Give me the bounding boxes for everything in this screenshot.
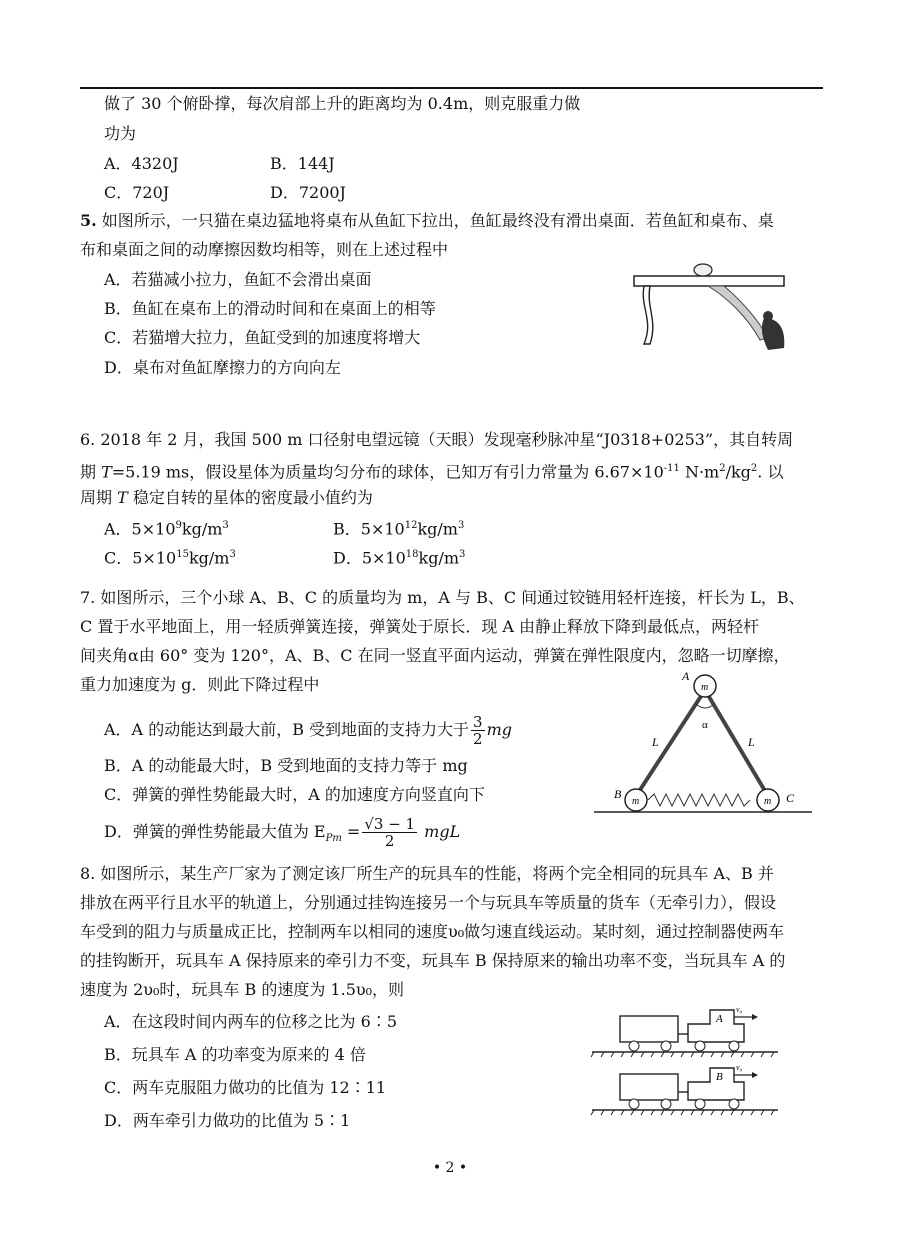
option-label: B．5×10 (333, 519, 405, 539)
q6-unit: /kg (725, 462, 751, 482)
q6-number: 6. (80, 430, 96, 449)
q6-line1 (80, 430, 793, 450)
q6-option-d (333, 545, 465, 568)
q5-option-c: C．若猫增大拉力，鱼缸受到的加速度将增大 (104, 328, 421, 347)
q8-line5: 速度为 2υ₀时，玩具车 B 的速度为 1.5υ₀，则 (80, 980, 405, 999)
wheel (661, 1099, 671, 1109)
wheel (729, 1041, 739, 1051)
arrow-head (752, 1072, 758, 1078)
page-number: • 2 • (432, 1160, 468, 1176)
subscript-pm: Pm (325, 833, 342, 845)
option-unit-exp: 3 (459, 549, 466, 560)
q6-text: 稳定自转的星体的密度最小值约为 (127, 488, 373, 507)
q6-line3 (80, 488, 373, 508)
q4-option-a: A．4320J (104, 154, 179, 173)
q6-unit: N·m (679, 462, 720, 482)
q5-figure-cat-table (628, 258, 798, 358)
option-unit: kg/m (417, 519, 458, 539)
table-leg-left (643, 286, 653, 344)
option-text: A．A 的动能达到最大前，B 受到地面的支持力大于 (104, 720, 470, 739)
track-hatch-top (591, 1052, 774, 1057)
q6-text: 周期 (80, 488, 118, 507)
q7-option-d (104, 810, 460, 854)
tablecloth (708, 286, 768, 340)
q5-number: 5. (80, 211, 97, 230)
option-unit: kg/m (188, 548, 230, 568)
label-b: B (614, 787, 622, 801)
q5-option-d: D．桌布对鱼缸摩擦力的方向向左 (104, 358, 341, 377)
label-m-c: m (764, 796, 772, 807)
q8-option-c: C．两车克服阻力做功的比值为 12∶11 (104, 1078, 387, 1097)
option-label: D．5×10 (333, 548, 406, 568)
q6-line2 (80, 459, 783, 482)
fish-bowl (694, 264, 712, 276)
q8-line4: 的挂钩断开，玩具车 A 保持原来的牵引力不变，玩具车 B 保持原来的输出功率不变，当玩具车 A 的 (80, 951, 786, 970)
label-a: A (682, 669, 690, 683)
option-exp: 9 (175, 520, 182, 531)
q6-unit-exp: 2 (750, 463, 758, 474)
label-v-top: v₀ (736, 1005, 743, 1014)
option-label: C．5×10 (104, 548, 177, 568)
q6-var-T: T (101, 462, 112, 482)
label-m-a: m (701, 682, 709, 693)
table-top (634, 276, 784, 286)
q7-line1 (80, 588, 805, 608)
option-text: mg (486, 720, 513, 739)
q5-option-b: B．鱼缸在桌布上的滑动时间和在桌面上的相等 (104, 299, 436, 318)
label-v-bottom: v₀ (736, 1063, 743, 1072)
q7-line2: C 置于水平地面上，用一轻质弹簧连接，弹簧处于原长．现 A 由静止释放下降到最低点，两轻杆 (80, 617, 760, 636)
q7-option-b: B．A 的动能最大时，B 受到地面的支持力等于 mg (104, 756, 468, 775)
spring (648, 794, 750, 806)
rod-ab (636, 690, 705, 796)
option-unit-exp: 3 (229, 549, 236, 560)
q8-figure-toy-cars (588, 1000, 788, 1120)
q6-unit-exp: 2 (719, 463, 726, 474)
q6-exponent: -11 (663, 463, 680, 474)
q5-line2: 布和桌面之间的动摩擦因数均相等，则在上述过程中 (80, 240, 449, 259)
q6-text: =5.19 ms，假设星体为质量均匀分布的球体，已知万有引力常量为 6.67×10 (111, 462, 664, 482)
wheel (729, 1099, 739, 1109)
arrow-head (752, 1014, 758, 1020)
q8-line2: 排放在两平行且水平的轨道上，分别通过挂钩连接另一个与玩具车等质量的货车（无牵引力），假设 (80, 893, 777, 912)
q4-option-d: D．7200J (270, 183, 346, 202)
q4-line1: 做了 30 个俯卧撑，每次肩部上升的距离均为 0.4m，则克服重力做 (104, 94, 581, 113)
q6-option-c (104, 545, 236, 568)
q6-option-a (104, 516, 229, 539)
q7-stem-1: 如图所示，三个小球 A、B、C 的质量均为 m，A 与 B、C 间通过铰链用轻杆连接，杆长为 L，B、 (100, 588, 805, 607)
q8-line3: 车受到的阻力与质量成正比，控制两车以相同的速度υ₀做匀速直线运动。某时刻，通过控制器使两车 (80, 922, 785, 941)
q6-text: 期 (80, 462, 102, 482)
option-label: A．5×10 (104, 519, 176, 539)
label-car-b: B (716, 1071, 723, 1083)
q7-figure-triangle (590, 668, 820, 818)
label-alpha: α (702, 719, 708, 731)
wheel (629, 1099, 639, 1109)
header-rule (80, 87, 823, 89)
option-text: = (341, 822, 361, 841)
option-unit: kg/m (181, 519, 223, 539)
cargo-car-bottom (620, 1074, 678, 1100)
wheel (629, 1041, 639, 1051)
q8-option-d: D．两车牵引力做功的比值为 5∶1 (104, 1111, 351, 1130)
q5-line1 (80, 211, 774, 231)
q7-line4: 重力加速度为 g．则此下降过程中 (80, 675, 320, 694)
cat (762, 318, 784, 350)
option-exp: 12 (404, 520, 418, 531)
option-exp: 15 (176, 549, 189, 560)
cat-head (763, 311, 773, 321)
option-unit-exp: 3 (222, 520, 229, 531)
track-hatch-bottom (591, 1110, 774, 1115)
option-unit-exp: 3 (457, 520, 465, 531)
q6-var-T: T (117, 488, 128, 507)
q4-option-b: B．144J (270, 154, 335, 173)
q4-option-c: C．720J (104, 183, 170, 202)
q7-number: 7. (80, 588, 96, 607)
q8-line1 (80, 864, 774, 884)
label-m-b: m (632, 796, 640, 807)
wheel (695, 1099, 705, 1109)
q6-stem-1: 2018 年 2 月，我国 500 m 口径射电望远镜（天眼）发现毫秒脉冲星“J0318+0253”，其自转周 (100, 430, 794, 449)
q5-option-a: A．若猫减小拉力，鱼缸不会滑出桌面 (104, 270, 372, 289)
wheel (695, 1041, 705, 1051)
q5-stem-1: 如图所示，一只猫在桌边猛地将桌布从鱼缸下拉出，鱼缸最终没有滑出桌面．若鱼缸和桌布、桌 (101, 211, 774, 230)
q6-text: . 以 (757, 462, 784, 482)
angle-arc (696, 704, 714, 708)
q6-option-b (333, 516, 464, 539)
rod-ac (705, 690, 768, 796)
fraction-sqrt3 (362, 816, 417, 849)
q8-stem-1: 如图所示，某生产厂家为了测定该厂所生产的玩具车的性能，将两个完全相同的玩具车 A、B 并 (100, 864, 774, 883)
fraction-denominator: 2 (384, 832, 395, 850)
q4-line2: 功为 (104, 124, 137, 143)
cargo-car-top (620, 1016, 678, 1042)
fraction-denominator: 2 (473, 730, 483, 748)
q8-option-b: B．玩具车 A 的功率变为原来的 4 倍 (104, 1045, 366, 1064)
fraction-numerator: 3 (473, 713, 483, 731)
label-l-left: L (652, 735, 659, 749)
q7-option-a (104, 710, 512, 750)
option-text: mgL (424, 822, 461, 841)
q7-option-c: C．弹簧的弹性势能最大时，A 的加速度方向竖直向下 (104, 785, 485, 804)
fraction-numerator: √3 − 1 (364, 815, 416, 833)
label-l-right: L (748, 735, 755, 749)
option-unit: kg/m (418, 548, 460, 568)
option-exp: 18 (405, 549, 419, 560)
fraction-3-2 (471, 714, 485, 747)
label-c: C (786, 791, 795, 805)
q8-option-a: A．在这段时间内两车的位移之比为 6∶5 (104, 1012, 398, 1031)
q7-line3: 间夹角α由 60° 变为 120°，A、B、C 在同一竖直平面内运动，弹簧在弹性限度内，忽略一切摩擦， (80, 646, 790, 665)
option-text: D．弹簧的弹性势能最大值为 E (104, 822, 326, 841)
label-car-a: A (716, 1013, 723, 1025)
wheel (661, 1041, 671, 1051)
q8-number: 8. (80, 864, 96, 883)
